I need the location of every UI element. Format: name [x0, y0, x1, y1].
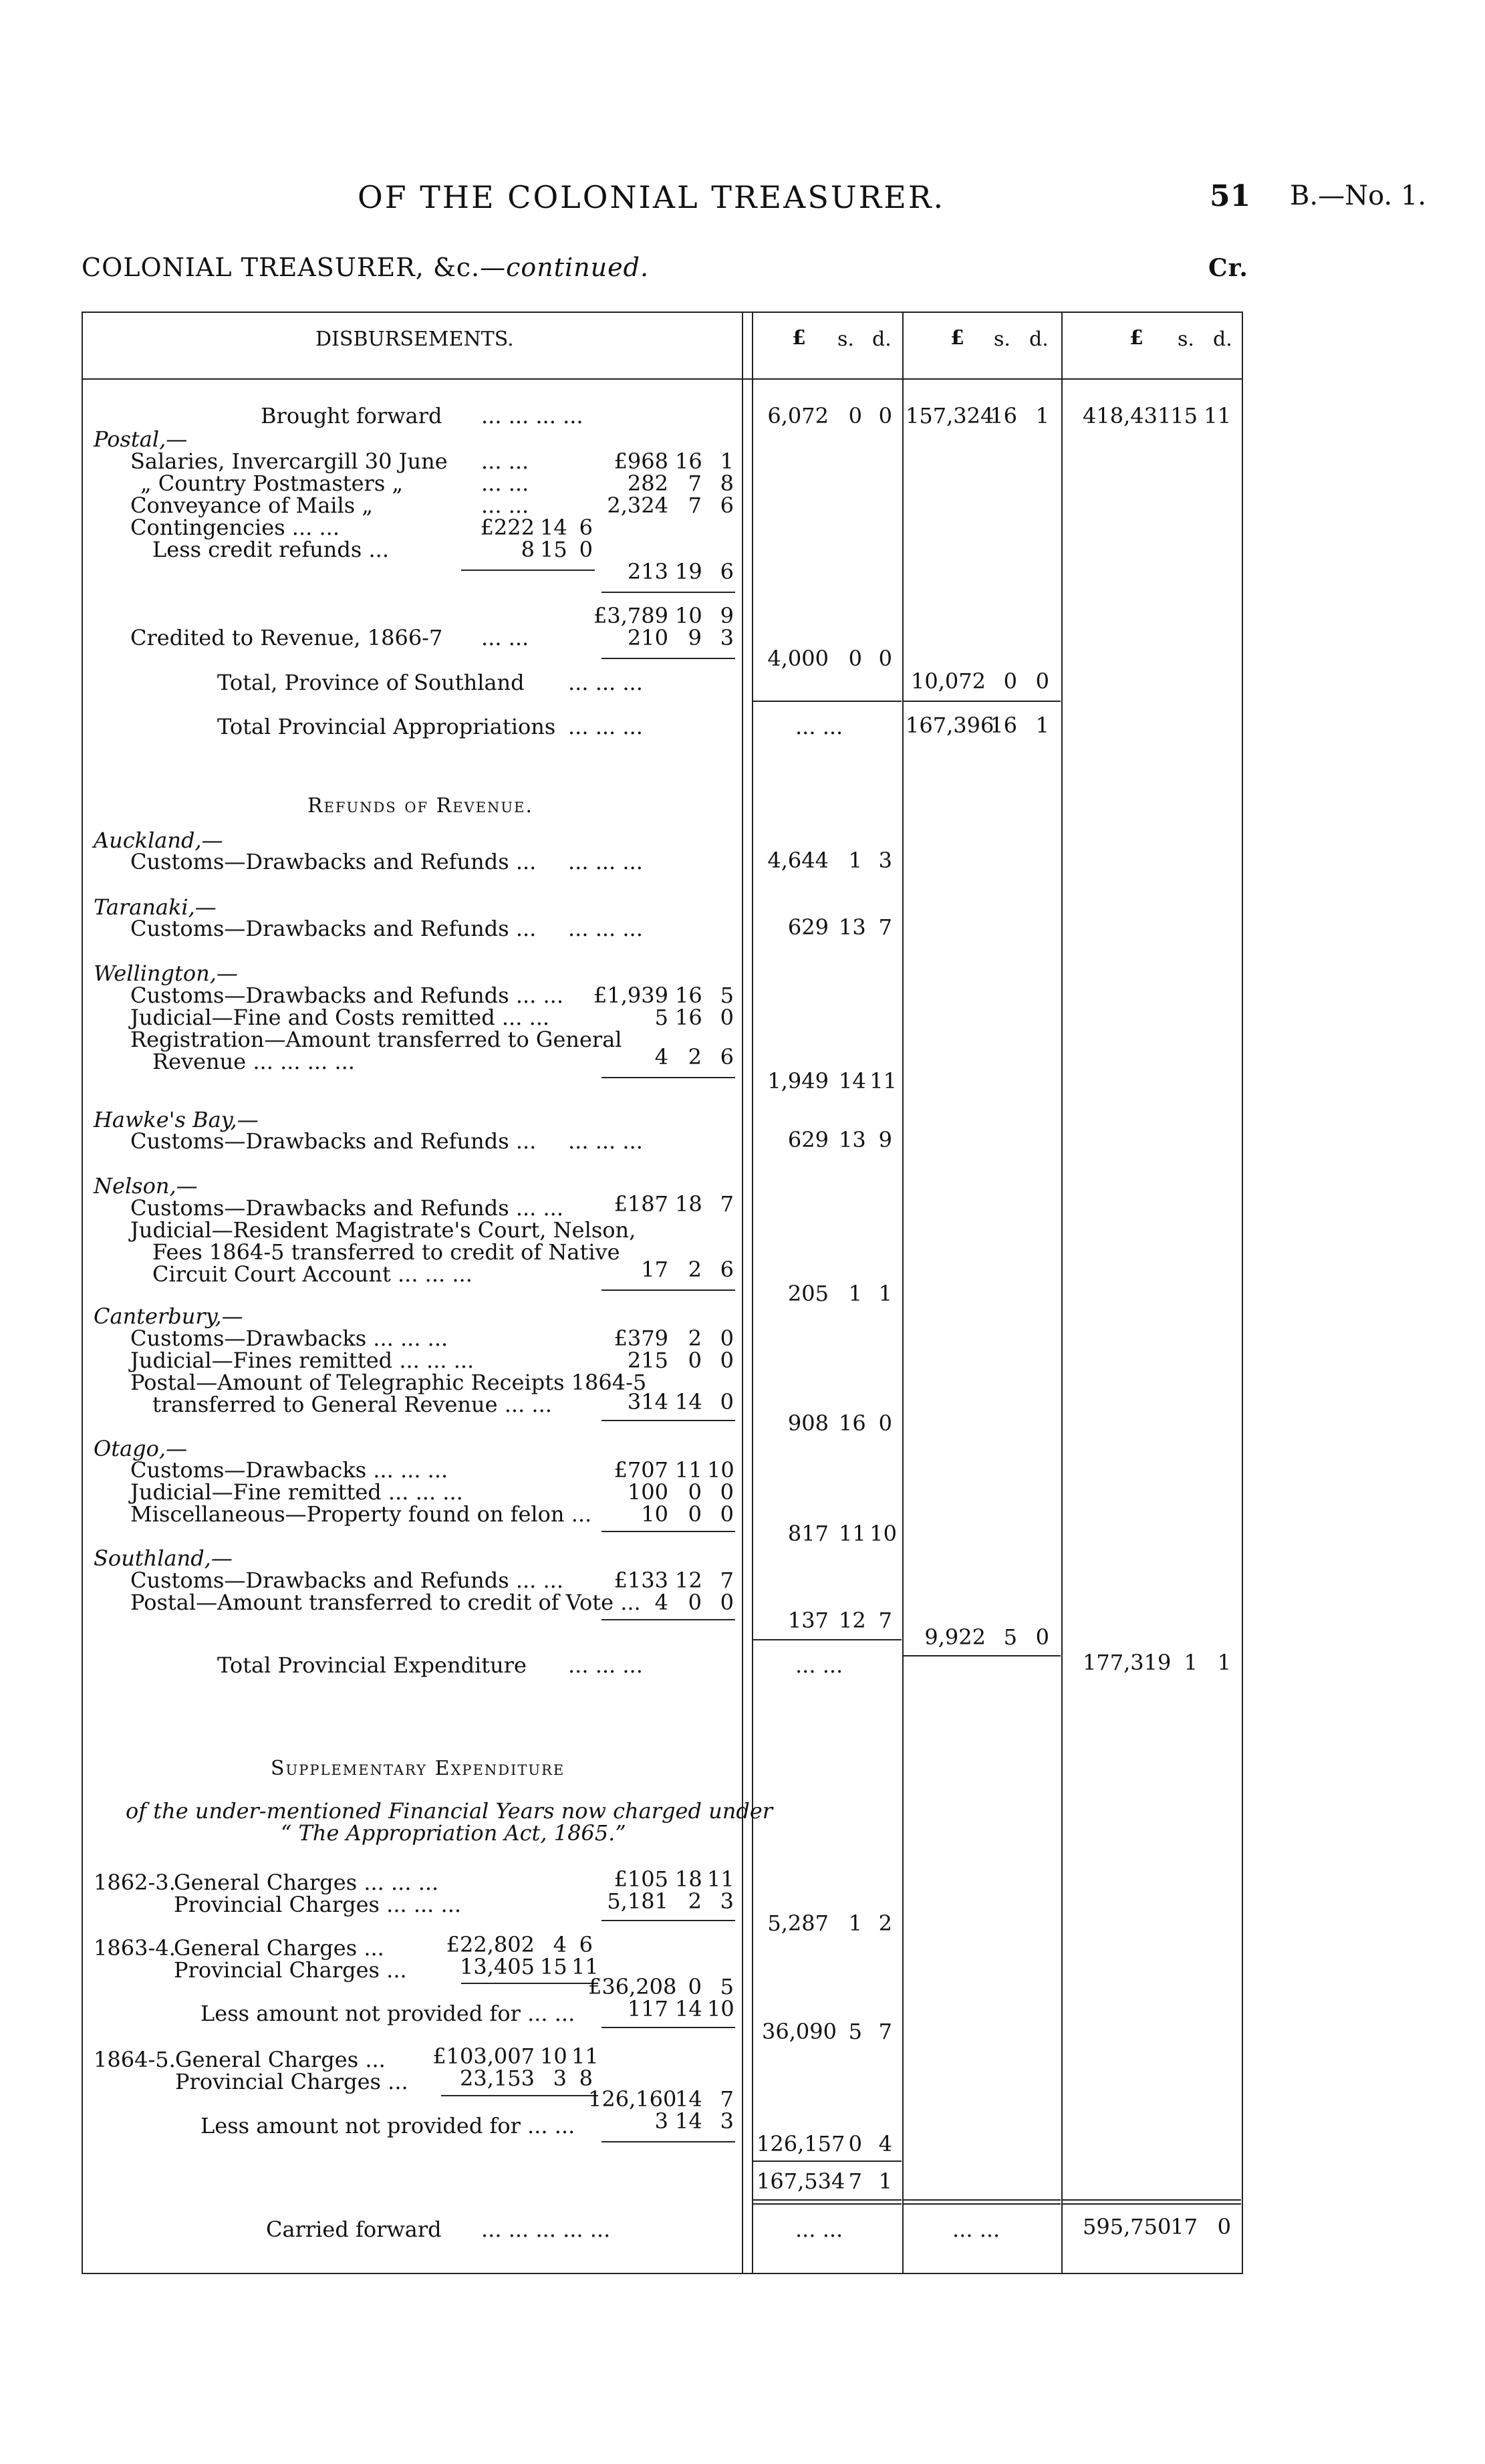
y1863-l1-pence: 6 [579, 1932, 593, 1957]
total-prov-exp-dots: ... ... ... [568, 1652, 643, 1678]
y1862-c1-pence: 2 [878, 1911, 892, 1936]
postal-credited-pounds: 210 [627, 625, 668, 650]
postal-salaries-shillings: 16 [675, 449, 702, 474]
brought-forward-c2-pounds: 157,324 [906, 403, 994, 428]
postal-credited-dots: ... ... [481, 625, 529, 650]
canterbury-c1-pounds: 908 [787, 1410, 829, 1436]
total-prov-exp-c3-shillings: 1 [1184, 1650, 1198, 1675]
document-code: B.—No. 1. [1290, 180, 1427, 211]
refunds-c2-shillings: 5 [1003, 1624, 1017, 1650]
supplementary-heading: Supplementary Expenditure [271, 1757, 565, 1780]
wellington-l4-pounds: 4 [654, 1044, 668, 1070]
carried-forward-double-rule-c2 [904, 2199, 1061, 2205]
postal-salaries-pence: 1 [720, 449, 734, 474]
otago-l3-pounds: 10 [641, 1501, 668, 1527]
y1862-l2-shillings: 2 [688, 1888, 702, 1914]
canterbury-l4-shillings: 14 [675, 1389, 702, 1414]
total-southland-c2-pounds: 10,072 [911, 668, 986, 694]
nelson-line-3: Fees 1864-5 transferred to credit of Native [152, 1239, 620, 1265]
column-header-c2-pounds: £ [950, 326, 964, 350]
nelson-line-2: Judicial—Resident Magistrate's Court, Nelson, [130, 1217, 636, 1243]
y1862-l1-shillings: 18 [675, 1866, 702, 1892]
canterbury-l4-pounds: 314 [627, 1389, 668, 1414]
y1862-l1-pounds: £105 [614, 1866, 668, 1892]
postal-subtotal-shillings: 10 [675, 603, 702, 628]
y1862-line-1: General Charges ... ... ... [174, 1870, 439, 1895]
nelson-rule [601, 1289, 735, 1291]
southland-l1-shillings: 12 [675, 1568, 702, 1593]
otago-c1-shillings: 11 [839, 1521, 866, 1546]
carried-forward-double-rule-c1 [753, 2199, 902, 2205]
hawkes-bay-dots: ... ... ... [568, 1128, 643, 1154]
y1863-l1-pounds: £22,802 [446, 1932, 535, 1957]
y1864-less-shillings: 14 [675, 2108, 702, 2134]
southland-l2-pence: 0 [720, 1590, 734, 1615]
total-southland-c2-pence: 0 [1035, 668, 1049, 694]
postal-country-shillings: 7 [688, 471, 702, 496]
wellington-l2-shillings: 16 [675, 1005, 702, 1030]
postal-salaries-dots: ... ... [481, 449, 529, 474]
wellington-line-3: Registration—Amount transferred to General [130, 1027, 622, 1052]
wellington-l1-pounds: £1,939 [593, 983, 668, 1008]
y1864-l1-pence: 11 [571, 2044, 599, 2069]
table-divider-2 [752, 312, 753, 2274]
y1862-year: 1862-3. [94, 1870, 176, 1895]
column-header-c2-pence: d. [1029, 328, 1049, 351]
brought-forward-c2-pence: 1 [1035, 403, 1049, 428]
postal-conveyance-label: Conveyance of Mails „ [130, 493, 373, 518]
y1862-l2-pence: 3 [720, 1888, 734, 1914]
canterbury-l2-shillings: 0 [688, 1348, 702, 1373]
otago-l1-pence: 10 [707, 1457, 734, 1483]
wellington-c1-pence: 11 [869, 1068, 897, 1094]
total-prov-approp-dots: ... ... ... [568, 714, 643, 739]
canterbury-c1-pence: 0 [878, 1410, 892, 1436]
auckland-line: Customs—Drawbacks and Refunds ... [130, 849, 537, 874]
carried-forward-c3-pence: 0 [1217, 2214, 1231, 2239]
canterbury-l1-shillings: 2 [688, 1326, 702, 1351]
postal-net-pounds: 213 [627, 559, 668, 584]
table-divider-1 [742, 312, 743, 2274]
otago-line-2: Judicial—Fine remitted ... ... ... [130, 1479, 463, 1505]
y1863-l2-pounds: 13,405 [460, 1954, 535, 1979]
otago-l2-pence: 0 [720, 1479, 734, 1505]
postal-country-dots: ... ... [481, 471, 529, 496]
page-number: 51 [1210, 179, 1251, 213]
wellington-line-4: Revenue ... ... ... ... [152, 1049, 355, 1074]
postal-c1-shillings: 0 [848, 646, 862, 671]
nelson-l1-pence: 7 [720, 1191, 734, 1217]
hawkes-bay-c1-shillings: 13 [839, 1127, 866, 1152]
nelson-c1-pounds: 205 [787, 1281, 829, 1306]
southland-c1-shillings: 12 [839, 1608, 866, 1633]
postal-credited-pence: 3 [720, 625, 734, 650]
postal-heading: Postal,— [94, 426, 188, 452]
y1863-sum-pence: 5 [720, 1974, 734, 1999]
postal-subtotal-pounds: £3,789 [593, 603, 668, 628]
southland-rule [601, 1619, 735, 1620]
table-top-rule [82, 312, 1243, 313]
postal-conveyance-pence: 6 [720, 493, 734, 518]
supplementary-subheading-2: “ The Appropriation Act, 1865.” [281, 1820, 626, 1846]
brought-forward-c1-pence: 0 [878, 403, 892, 428]
carried-forward-c2: ... ... [952, 2217, 1000, 2242]
canterbury-l1-pence: 0 [720, 1326, 734, 1351]
total-prov-exp-c3-pence: 1 [1217, 1650, 1231, 1675]
wellington-l1-shillings: 16 [675, 983, 702, 1008]
y1864-less-rule [601, 2141, 735, 2142]
y1863-c1-shillings: 5 [848, 2019, 862, 2044]
y1863-less-rule [601, 2027, 735, 2028]
y1863-less-label: Less amount not provided for ... ... [200, 2001, 575, 2026]
carried-forward-c3-pounds: 595,750 [1083, 2214, 1172, 2239]
brought-forward-dots: ... ... ... ... [481, 403, 583, 428]
southland-line-2: Postal—Amount transferred to credit of Vote ... [130, 1590, 641, 1615]
credit-marker: Cr. [1208, 254, 1248, 282]
postal-less-credit-shillings: 15 [540, 537, 567, 562]
canterbury-l2-pounds: 215 [627, 1348, 668, 1373]
postal-conveyance-pounds: 2,324 [607, 493, 668, 518]
wellington-l2-pence: 0 [720, 1005, 734, 1030]
nelson-l1-pounds: £187 [614, 1191, 668, 1217]
table-left-border [82, 312, 83, 2274]
column-header-c1-pounds: £ [792, 326, 806, 350]
y1863-less-shillings: 14 [675, 1996, 702, 2021]
y1864-l2-pence: 8 [579, 2066, 593, 2091]
southland-l2-shillings: 0 [688, 1590, 702, 1615]
nelson-line-4: Circuit Court Account ... ... ... [152, 1261, 472, 1287]
southland-c1-pence: 7 [878, 1608, 892, 1633]
otago-c1-pounds: 817 [787, 1521, 829, 1546]
postal-less-credit-pence: 0 [579, 537, 593, 562]
hawkes-bay-line: Customs—Drawbacks and Refunds ... [130, 1128, 537, 1154]
canterbury-line-1: Customs—Drawbacks ... ... ... [130, 1326, 448, 1351]
y1863-l2-pence: 11 [571, 1954, 599, 1979]
total-prov-exp-c1: ... ... [795, 1652, 843, 1678]
brought-forward-c3-pounds: 418,431 [1083, 403, 1172, 428]
wellington-c1-shillings: 14 [839, 1068, 866, 1094]
y1863-c1-pence: 7 [878, 2019, 892, 2044]
y1864-l2-pounds: 23,153 [460, 2066, 535, 2091]
table-bottom-rule [82, 2273, 1243, 2274]
y1864-year: 1864-5. [94, 2047, 176, 2072]
otago-l1-pounds: £707 [614, 1457, 668, 1483]
taranaki-dots: ... ... ... [568, 916, 643, 941]
y1864-c1-shillings: 0 [848, 2131, 862, 2157]
total-southland-label: Total, Province of Southland [217, 670, 525, 695]
auckland-c1-pounds: 4,644 [767, 848, 829, 873]
postal-less-credit-label: Less credit refunds ... [152, 537, 389, 562]
y1864-line-2: Provincial Charges ... [175, 2069, 408, 2094]
table-divider-3 [902, 312, 904, 2274]
y1862-c1-pounds: 5,287 [767, 1911, 829, 1936]
canterbury-line-2: Judicial—Fines remitted ... ... ... [130, 1348, 475, 1373]
wellington-line-2: Judicial—Fine and Costs remitted ... ... [130, 1005, 550, 1030]
supplementary-total-shillings: 7 [848, 2169, 862, 2194]
table-right-border [1242, 312, 1243, 2274]
nelson-line-1: Customs—Drawbacks and Refunds ... ... [130, 1195, 564, 1221]
y1862-line-2: Provincial Charges ... ... ... [174, 1892, 462, 1917]
column-header-c1-shillings: s. [837, 328, 854, 351]
otago-l2-shillings: 0 [688, 1479, 702, 1505]
y1862-l2-pounds: 5,181 [607, 1888, 668, 1914]
otago-l2-pounds: 100 [627, 1479, 668, 1505]
southland-heading: Southland,— [94, 1546, 233, 1571]
total-prov-approp-c2-pence: 1 [1035, 713, 1049, 738]
y1863-sum-rule [461, 1983, 598, 1984]
supplementary-subheading-1: of the under-mentioned Financial Years now charged under [126, 1798, 773, 1824]
canterbury-heading: Canterbury,— [94, 1304, 243, 1329]
total-prov-approp-c1: ... ... [795, 714, 843, 739]
southland-l1-pounds: £133 [614, 1568, 668, 1593]
auckland-heading: Auckland,— [94, 828, 223, 853]
postal-salaries-pounds: £968 [614, 449, 668, 474]
y1864-line-1: General Charges ... [175, 2047, 386, 2072]
postal-country-pounds: 282 [627, 471, 668, 496]
total-prov-approp-c2-shillings: 16 [990, 713, 1017, 738]
page-title: OF THE COLONIAL TREASURER. [358, 179, 946, 215]
wellington-c1-pounds: 1,949 [767, 1068, 829, 1094]
hawkes-bay-c1-pence: 9 [878, 1127, 892, 1152]
auckland-c1-shillings: 1 [848, 848, 862, 873]
wellington-l4-shillings: 2 [688, 1044, 702, 1070]
otago-l1-shillings: 11 [675, 1457, 702, 1483]
nelson-l4-pence: 6 [720, 1257, 734, 1282]
taranaki-heading: Taranaki,— [94, 894, 217, 920]
refunds-c2-pence: 0 [1035, 1624, 1049, 1650]
y1864-less-label: Less amount not provided for ... ... [200, 2113, 575, 2138]
southland-line-1: Customs—Drawbacks and Refunds ... ... [130, 1568, 564, 1593]
brought-forward-c3-shillings: 15 [1170, 403, 1198, 428]
hawkes-bay-heading: Hawke's Bay,— [94, 1107, 259, 1132]
postal-contingencies-shillings: 14 [540, 515, 567, 540]
otago-rule [601, 1531, 735, 1532]
y1863-sum-shillings: 0 [688, 1974, 702, 1999]
y1864-sum-rule [441, 2095, 598, 2096]
nelson-c1-shillings: 1 [848, 1281, 862, 1306]
nelson-c1-pence: 1 [878, 1281, 892, 1306]
southland-c1-pounds: 137 [787, 1608, 829, 1633]
postal-net-pence: 6 [720, 559, 734, 584]
column-header-c2-shillings: s. [994, 328, 1010, 351]
canterbury-line-4: transferred to General Revenue ... ... [152, 1392, 552, 1417]
postal-credited-shillings: 9 [688, 625, 702, 650]
otago-l3-shillings: 0 [688, 1501, 702, 1527]
otago-l3-pence: 0 [720, 1501, 734, 1527]
total-prov-exp-c3-pounds: 177,319 [1083, 1650, 1172, 1675]
carried-forward-label: Carried forward [266, 2217, 442, 2242]
supplementary-total-rule-top [753, 2161, 902, 2162]
table-header-rule [82, 378, 1243, 380]
carried-forward-c1: ... ... [795, 2217, 843, 2242]
table-divider-4 [1061, 312, 1063, 2274]
canterbury-c1-shillings: 16 [839, 1410, 866, 1436]
postal-credited-label: Credited to Revenue, 1866-7 [130, 625, 443, 650]
refunds-c2-rule [904, 1655, 1061, 1656]
y1862-rule [601, 1920, 735, 1921]
brought-forward-c2-shillings: 16 [990, 403, 1017, 428]
total-prov-approp-label: Total Provincial Appropriations [217, 714, 556, 739]
column-header-c1-pence: d. [872, 328, 892, 351]
taranaki-c1-pounds: 629 [787, 914, 829, 940]
y1863-year: 1863-4. [94, 1935, 176, 1961]
wellington-l4-pence: 6 [720, 1044, 734, 1070]
column-header-c3-pounds: £ [1129, 326, 1143, 350]
southland-l2-pounds: 4 [654, 1590, 668, 1615]
y1863-less-pounds: 117 [627, 1996, 668, 2021]
auckland-dots: ... ... ... [568, 849, 643, 874]
y1864-l1-pounds: £103,007 [432, 2044, 535, 2069]
carried-forward-dots: ... ... ... ... ... [481, 2217, 611, 2242]
brought-forward-c1-pounds: 6,072 [767, 403, 829, 428]
section-heading-text: COLONIAL TREASURER, &c.— [82, 253, 507, 282]
otago-line-1: Customs—Drawbacks ... ... ... [130, 1457, 448, 1483]
refunds-heading: Refunds of Revenue. [307, 794, 533, 818]
postal-conveyance-dots: ... ... [481, 493, 529, 518]
canterbury-l4-pence: 0 [720, 1389, 734, 1414]
y1864-sum-pence: 7 [720, 2086, 734, 2112]
postal-country-label: „ Country Postmasters „ [140, 471, 404, 496]
wellington-line-1: Customs—Drawbacks and Refunds ... ... [130, 983, 564, 1008]
taranaki-line: Customs—Drawbacks and Refunds ... [130, 916, 537, 941]
postal-country-pence: 8 [720, 471, 734, 496]
postal-subtotal-pence: 9 [720, 603, 734, 628]
wellington-l2-pounds: 5 [654, 1005, 668, 1030]
y1864-less-pounds: 3 [654, 2108, 668, 2134]
hawkes-bay-c1-pounds: 629 [787, 1127, 829, 1152]
canterbury-l2-pence: 0 [720, 1348, 734, 1373]
y1863-c1-pounds: 36,090 [762, 2019, 837, 2044]
refunds-c2-pounds: 9,922 [924, 1624, 986, 1650]
column-header-c3-pence: d. [1213, 328, 1232, 351]
postal-contingencies-pence: 6 [579, 515, 593, 540]
refunds-c1-rule [753, 1639, 902, 1640]
y1863-l2-shillings: 15 [540, 1954, 567, 1979]
otago-heading: Otago,— [94, 1436, 188, 1461]
postal-less-credit-rule [461, 570, 595, 571]
y1864-sum-shillings: 14 [675, 2086, 702, 2112]
supplementary-total-pounds: 167,534 [757, 2169, 845, 2194]
y1862-c1-shillings: 1 [848, 1911, 862, 1936]
nelson-l1-shillings: 18 [675, 1191, 702, 1217]
nelson-l4-pounds: 17 [641, 1257, 668, 1282]
total-southland-dots: ... ... ... [568, 670, 643, 695]
postal-contingencies-label: Contingencies ... ... [130, 515, 340, 540]
taranaki-c1-pence: 7 [878, 914, 892, 940]
nelson-heading: Nelson,— [94, 1173, 198, 1199]
otago-line-3: Miscellaneous—Property found on felon ... [130, 1501, 592, 1527]
wellington-rule [601, 1077, 735, 1078]
total-southland-c2-shillings: 0 [1003, 668, 1017, 694]
canterbury-rule [601, 1420, 735, 1421]
wellington-heading: Wellington,— [94, 961, 238, 986]
postal-conveyance-shillings: 7 [688, 493, 702, 518]
y1863-less-pence: 10 [707, 1996, 734, 2021]
brought-forward-label: Brought forward [261, 403, 442, 428]
wellington-l1-pence: 5 [720, 983, 734, 1008]
supplementary-total-pence: 1 [878, 2169, 892, 2194]
otago-c1-pence: 10 [869, 1521, 897, 1546]
brought-forward-c3-pence: 11 [1204, 403, 1231, 428]
total-prov-exp-label: Total Provincial Expenditure [217, 1652, 527, 1678]
canterbury-l1-pounds: £379 [614, 1326, 668, 1351]
column-header-c3-shillings: s. [1178, 328, 1194, 351]
postal-salaries-label: Salaries, Invercargill 30 June [130, 449, 448, 474]
postal-net-shillings: 19 [675, 559, 702, 584]
column-header-disbursements: DISBURSEMENTS. [315, 328, 514, 351]
y1864-c1-pounds: 126,157 [757, 2131, 845, 2157]
southland-l1-pence: 7 [720, 1568, 734, 1593]
y1863-line-1: General Charges ... [174, 1935, 384, 1961]
section-heading-continued: continued. [506, 253, 650, 282]
y1864-l2-shillings: 3 [553, 2066, 567, 2091]
y1864-sum-pounds: 126,160 [588, 2086, 677, 2112]
postal-less-credit-pounds: 8 [521, 537, 535, 562]
carried-forward-double-rule-c3 [1063, 2199, 1241, 2205]
section-heading [82, 253, 649, 282]
postal-c1-pounds: 4,000 [767, 646, 829, 671]
auckland-c1-pence: 3 [878, 848, 892, 873]
taranaki-c1-shillings: 13 [839, 914, 866, 940]
postal-credited-rule [601, 658, 735, 659]
carried-forward-c3-shillings: 17 [1170, 2214, 1198, 2239]
nelson-l4-shillings: 2 [688, 1257, 702, 1282]
y1863-line-2: Provincial Charges ... [174, 1957, 407, 1983]
brought-forward-c1-shillings: 0 [848, 403, 862, 428]
postal-subtotal-rule [601, 592, 735, 593]
y1863-sum-pounds: £36,208 [588, 1974, 677, 1999]
canterbury-line-3: Postal—Amount of Telegraphic Receipts 1864-5 [130, 1370, 647, 1395]
y1864-l1-shillings: 10 [540, 2044, 567, 2069]
postal-contingencies-pounds: £222 [480, 515, 535, 540]
total-southland-c2-rule [904, 701, 1061, 702]
y1863-l1-shillings: 4 [553, 1932, 567, 1957]
y1862-l1-pence: 11 [707, 1866, 734, 1892]
y1864-less-pence: 3 [720, 2108, 734, 2134]
y1864-c1-pence: 4 [878, 2131, 892, 2157]
total-prov-approp-c2-pounds: 167,396 [906, 713, 994, 738]
postal-c1-pence: 0 [878, 646, 892, 671]
postal-c1-rule [753, 701, 902, 702]
